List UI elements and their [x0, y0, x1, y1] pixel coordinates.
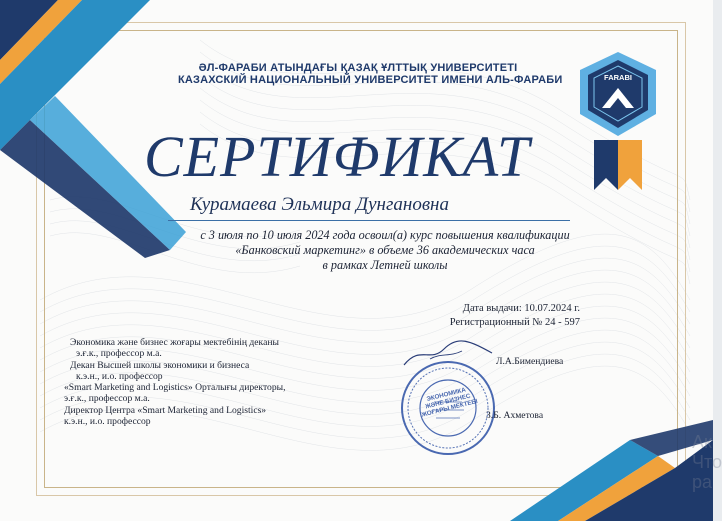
registration-number: Регистрационный № 24 - 597: [449, 317, 580, 328]
signatory-line: Декан Высшей школы экономики и бизнеса: [70, 359, 250, 371]
certificate-body: [200, 228, 570, 273]
certificate-title: СЕРТИФИКАТ: [144, 124, 531, 189]
signatory-name-1: Л.А.Бимендиева: [496, 356, 564, 367]
issue-date: Дата выдачи: 10.07.2024 г.: [462, 303, 580, 314]
farabi-university-emblem: [572, 48, 664, 190]
signatory-line: э.ғ.к., профессор м.а.: [64, 393, 150, 405]
watermark-line: Ак: [692, 432, 712, 452]
signatory-line: к.э.н., и.о. профессор: [64, 416, 151, 428]
os-activation-watermark: [692, 432, 722, 492]
body-line-2: «Банковский маркетинг» в объеме 36 академических часа: [235, 243, 535, 257]
logo-text: FARABI: [604, 73, 632, 82]
issue-info: [430, 302, 580, 330]
recipient-underline: [168, 220, 570, 221]
signatory-line: к.э.н., и.о. профессор: [76, 370, 163, 382]
bottom-right-ribbon: [470, 420, 713, 521]
university-name-kz: ӘЛ-ФАРАБИ АТЫНДАҒЫ ҚАЗАҚ ҰЛТТЫҚ УНИВЕРСИТЕТІ: [198, 62, 518, 74]
signatories-block: [64, 337, 285, 427]
recipient-name: Курамаева Эльмира Дунгановна: [190, 194, 449, 215]
signatory-line: э.ғ.к., профессор м.а.: [76, 348, 162, 360]
watermark-line: ра: [692, 472, 713, 492]
signatory-name-2: З.Б. Ахметова: [486, 410, 544, 421]
signatory-line: Директор Центра «Smart Marketing and Logistics»: [64, 404, 267, 416]
watermark-line: Что: [692, 452, 722, 472]
body-line-3: в рамках Летней школы: [322, 258, 448, 272]
university-name-ru: КАЗАХСКИЙ НАЦИОНАЛЬНЫЙ УНИВЕРСИТЕТ ИМЕНИ АЛЬ-ФАРАБИ: [178, 74, 563, 86]
stamp-center-text: ЭКОНОМИКА ЖӘНЕ БИЗНЕС ЖОҒАРЫ МЕКТЕБІ: [420, 386, 479, 420]
signatory-line: «Smart Marketing and Logistics» Орталығы директоры,: [64, 382, 286, 394]
signatory-line: Экономика және бизнес жоғары мектебінің деканы: [70, 337, 279, 348]
body-line-1: с 3 июля по 10 июля 2024 года освоил(а) курс повышения квалификации: [200, 228, 570, 242]
